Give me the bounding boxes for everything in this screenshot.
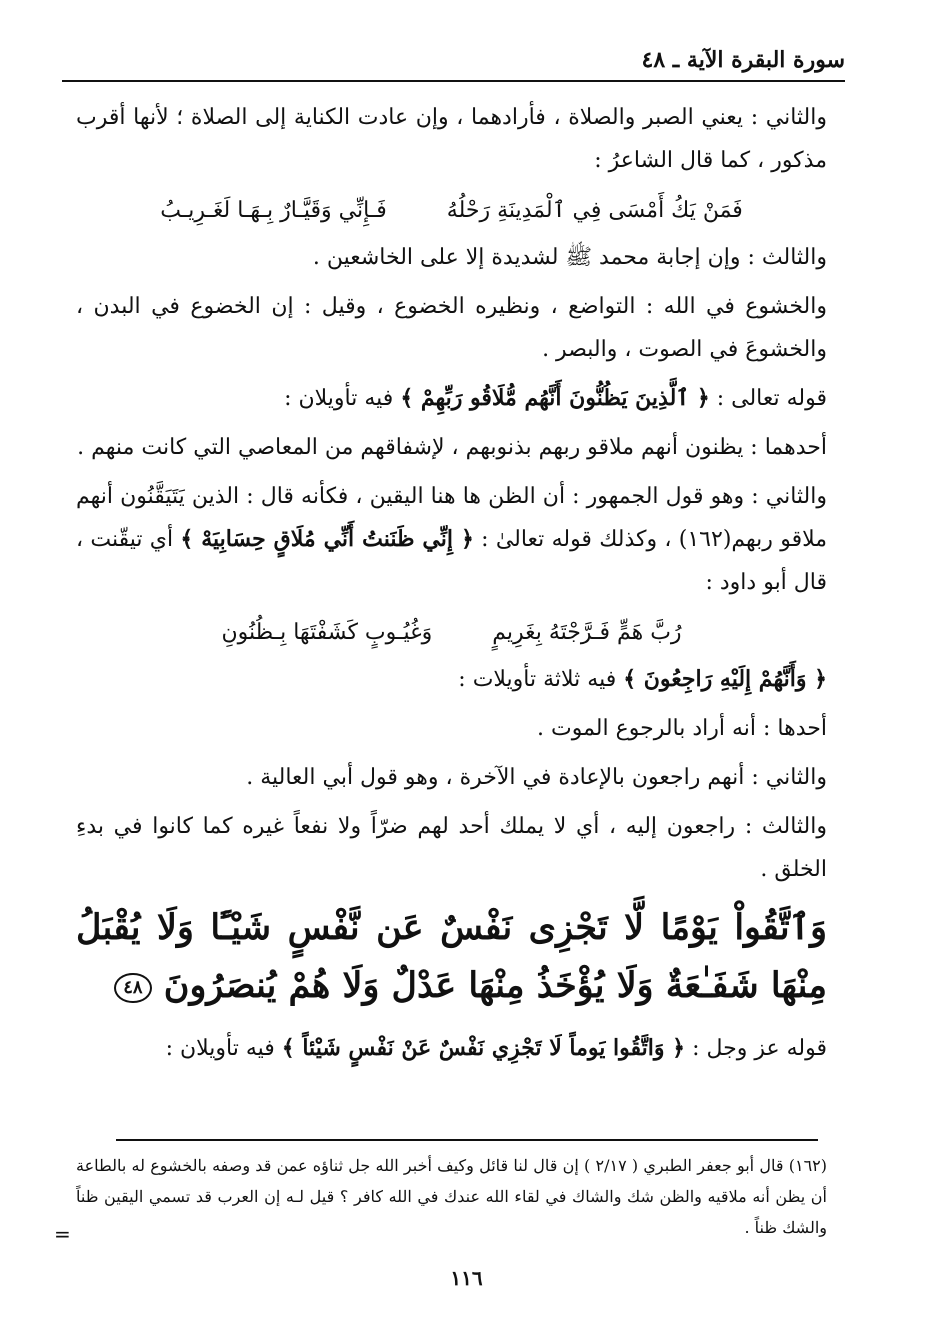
- quran-quote: ﴿ إِنِّي ظَنَنتُ أَنِّي مُلَاقٍ حِسَابِيَهْ ﴾: [180, 526, 474, 552]
- verse-second-hemistich: وَغُيُـوبٍ كَشَفْتَهَا بِـظُنُونِ: [221, 620, 433, 645]
- page-number: ١١٦: [450, 1266, 483, 1290]
- footnotes: [76, 1150, 827, 1243]
- paragraph: والخشوع في الله : التواضع ، ونظيره الخضوع ، وقيل : إن الخضوع في البدن ، والخشوعَ في الصوت ، والبصر .: [76, 294, 827, 362]
- footnote: (١٦٢) قال أبو جعفر الطبري ( ٢/١٧ ) إن قال لنا قائل وكيف أخبر الله جل ثناؤه عمن قد وصفه بالخشوع له بالطاعة أن يظن أنه ملاقيه والظن شك والشاك في لقاء الله عندك في الله كافر ؟ قيل لـه إن العرب قد تسمي اليقين ظناً والشك ظناً .: [76, 1156, 827, 1237]
- paragraph: ﴿ وَأَنَّهُمْ إِلَيْهِ رَاجِعُونَ ﴾ فيه ثلاثة تأويلات :: [458, 666, 827, 692]
- poetry-verse: [76, 610, 827, 656]
- paragraph: أحدهما : يظنون أنهم ملاقو ربهم بذنوبهم ، لإشفاقهم من المعاصي التي كانت منهم .: [77, 435, 827, 460]
- paragraph: والثاني : أنهم راجعون بالإعادة في الآخرة ، وهو قول أبي العالية .: [246, 765, 827, 790]
- quran-quote: ﴿ وَاتَّقُوا يَوماً لَا تَجْزِي نَفْسٌ عَنْ نَفْسٍ شَيْئاً ﴾: [281, 1035, 686, 1061]
- footnote-divider: [116, 1139, 818, 1141]
- poetry-verse: [76, 188, 827, 234]
- quran-verse: [76, 899, 827, 1015]
- quran-verse-text: وَٱتَّقُواْ يَوْمًا لَّا تَجْزِى نَفْسٌ عَن نَّفْسٍ شَيْـًٔا وَلَا يُقْبَلُ مِنْهَا شَفَـٰعَةٌ وَلَا يُؤْخَذُ مِنْهَا عَدْلٌ وَلَا هُمْ يُنصَرُونَ: [76, 907, 827, 1006]
- running-header: [62, 40, 845, 82]
- continuation-mark: =: [54, 1222, 71, 1246]
- paragraph: أحدها : أنه أراد بالرجوع الموت .: [537, 716, 827, 741]
- paragraph: قوله عز وجل : ﴿ وَاتَّقُوا يَوماً لَا تَجْزِي نَفْسٌ عَنْ نَفْسٍ شَيْئاً ﴾ فيه تأويلان :: [165, 1035, 827, 1061]
- verse-second-hemistich: فَـإِنِّي وَقَيَّـارٌ بِـهَـا لَغَـرِيـبُ: [160, 198, 387, 223]
- paragraph: والثاني : يعني الصبر والصلاة ، فأرادهما ، وإن عادت الكناية إلى الصلاة ؛ لأنها أقرب مذكور ، كما قال الشاعرُ :: [76, 105, 827, 173]
- header-title: سورة البقرة الآية ـ ٤٨: [641, 47, 845, 73]
- paragraph: والثالث : راجعون إليه ، أي لا يملك أحد لهم ضرّاً ولا نفعاً غيره كما كانوا في بدءِ الخلق .: [76, 814, 827, 882]
- quran-quote: ﴿ وَأَنَّهُمْ إِلَيْهِ رَاجِعُونَ ﴾: [623, 666, 827, 692]
- ayah-number-marker: ٤٨: [114, 973, 151, 1003]
- paragraph: قوله تعالى : ﴿ ٱلَّذِينَ يَظُنُّونَ أَنَّهُم مُّلَاقُو رَبِّهِمْ ﴾ فيه تأويلان :: [284, 385, 827, 411]
- paragraph: والثالث : وإن إجابة محمد ﷺ لشديدة إلا على الخاشعين .: [312, 245, 827, 270]
- paragraph: والثاني : وهو قول الجمهور : أن الظن ها هنا اليقين ، فكأنه قال : الذين يَتَيَقَّنُون أنهم ملاقو ربهم(١٦٢) ، وكذلك قوله تعالىٰ : ﴿ إِنِّي ظَنَنتُ أَنِّي مُلَاقٍ حِسَابِيَهْ ﴾ أي تيقّنت ، قال أبو داود :: [76, 484, 827, 595]
- verse-first-hemistich: رُبَّ هَمٍّ فَـرَّجْتَهُ بِغَرِيمٍ: [492, 620, 682, 645]
- main-text: [76, 96, 827, 1076]
- quran-quote: ﴿ ٱلَّذِينَ يَظُنُّونَ أَنَّهُم مُّلَاقُو رَبِّهِمْ ﴾: [400, 385, 710, 411]
- verse-first-hemistich: فَمَنْ يَكُ أَمْسَى فِي ٱلْمَدِينَةِ رَحْلُهُ: [446, 198, 743, 223]
